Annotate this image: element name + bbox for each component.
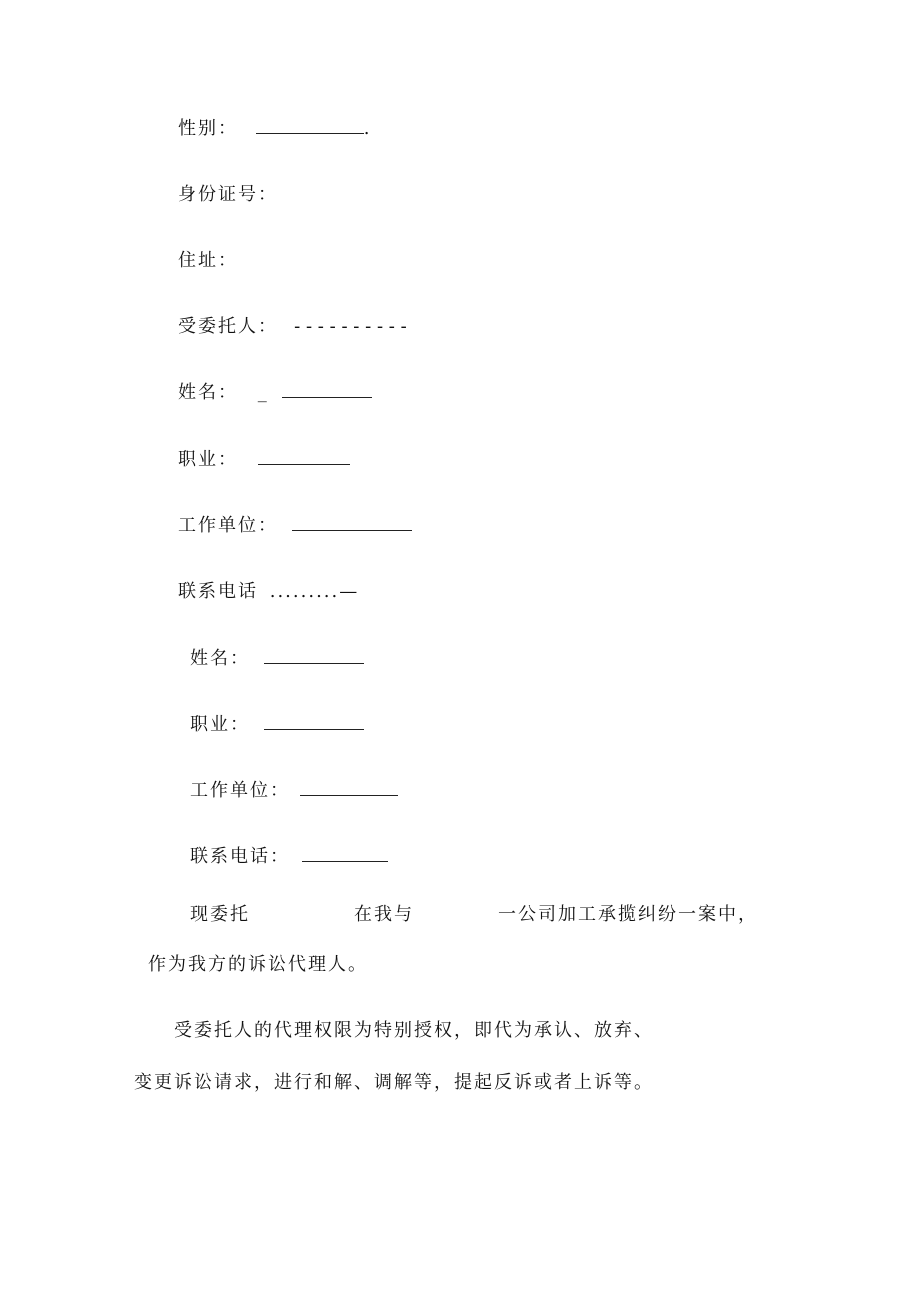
gender-blank: [256, 117, 364, 134]
id-number-line: [178, 183, 278, 207]
agent-label: 受委托人：: [178, 316, 278, 337]
job-line-1: [178, 448, 350, 472]
gender-line: [178, 117, 371, 141]
p1-part-b: 在我与: [354, 904, 414, 925]
phone-label-2: 联系电话：: [190, 846, 290, 867]
paragraph-2-line-2: [134, 1071, 654, 1095]
p1-part-c: 一公司加工承揽纠纷一案中，: [498, 904, 758, 925]
phone-blank-2: [302, 845, 388, 862]
paragraph-1-line-1c: [498, 903, 758, 927]
job-blank-1: [258, 448, 350, 465]
paragraph-2-line-1: [174, 1019, 654, 1043]
job-blank-2: [264, 713, 364, 730]
work-label-1: 工作单位：: [178, 515, 278, 536]
work-line-1: [178, 514, 412, 538]
name-blank-1: [282, 381, 372, 398]
p2-line-1-text: 受委托人的代理权限为特别授权，即代为承认、放弃、: [174, 1020, 654, 1041]
p2-line-2-text: 变更诉讼请求，进行和解、调解等，提起反诉或者上诉等。: [134, 1072, 654, 1093]
paragraph-1-line-2: [148, 953, 368, 977]
agent-dashes: ----------: [291, 316, 411, 337]
paragraph-1-line-1b: [354, 903, 414, 927]
job-label-2: 职业：: [190, 714, 250, 735]
address-line: [178, 249, 238, 273]
phone-line-2: [190, 845, 388, 869]
gender-tail: .: [363, 118, 372, 139]
name-prefix-1: _: [257, 382, 269, 403]
name-line-2: [190, 647, 364, 671]
name-blank-2: [264, 647, 364, 664]
job-label-1: 职业：: [178, 449, 238, 470]
address-label: 住址：: [178, 250, 238, 271]
name-label-2: 姓名：: [190, 648, 250, 669]
work-blank-2: [300, 779, 398, 796]
phone-label-1: 联系电话: [178, 581, 258, 602]
id-number-label: 身份证号：: [178, 184, 278, 205]
agent-line: [178, 315, 410, 339]
p1-line-2-text: 作为我方的诉讼代理人。: [148, 954, 368, 975]
gender-label: 性别：: [178, 118, 238, 139]
phone-dots-1: .........—: [269, 581, 360, 602]
name-label-1: 姓名：: [178, 382, 238, 403]
work-line-2: [190, 779, 398, 803]
paragraph-1-line-1: [190, 903, 250, 927]
phone-line-1: [178, 580, 359, 604]
name-line-1: [178, 381, 372, 405]
p1-part-a: 现委托: [190, 904, 250, 925]
job-line-2: [190, 713, 364, 737]
work-label-2: 工作单位：: [190, 780, 290, 801]
work-blank-1: [292, 514, 412, 531]
